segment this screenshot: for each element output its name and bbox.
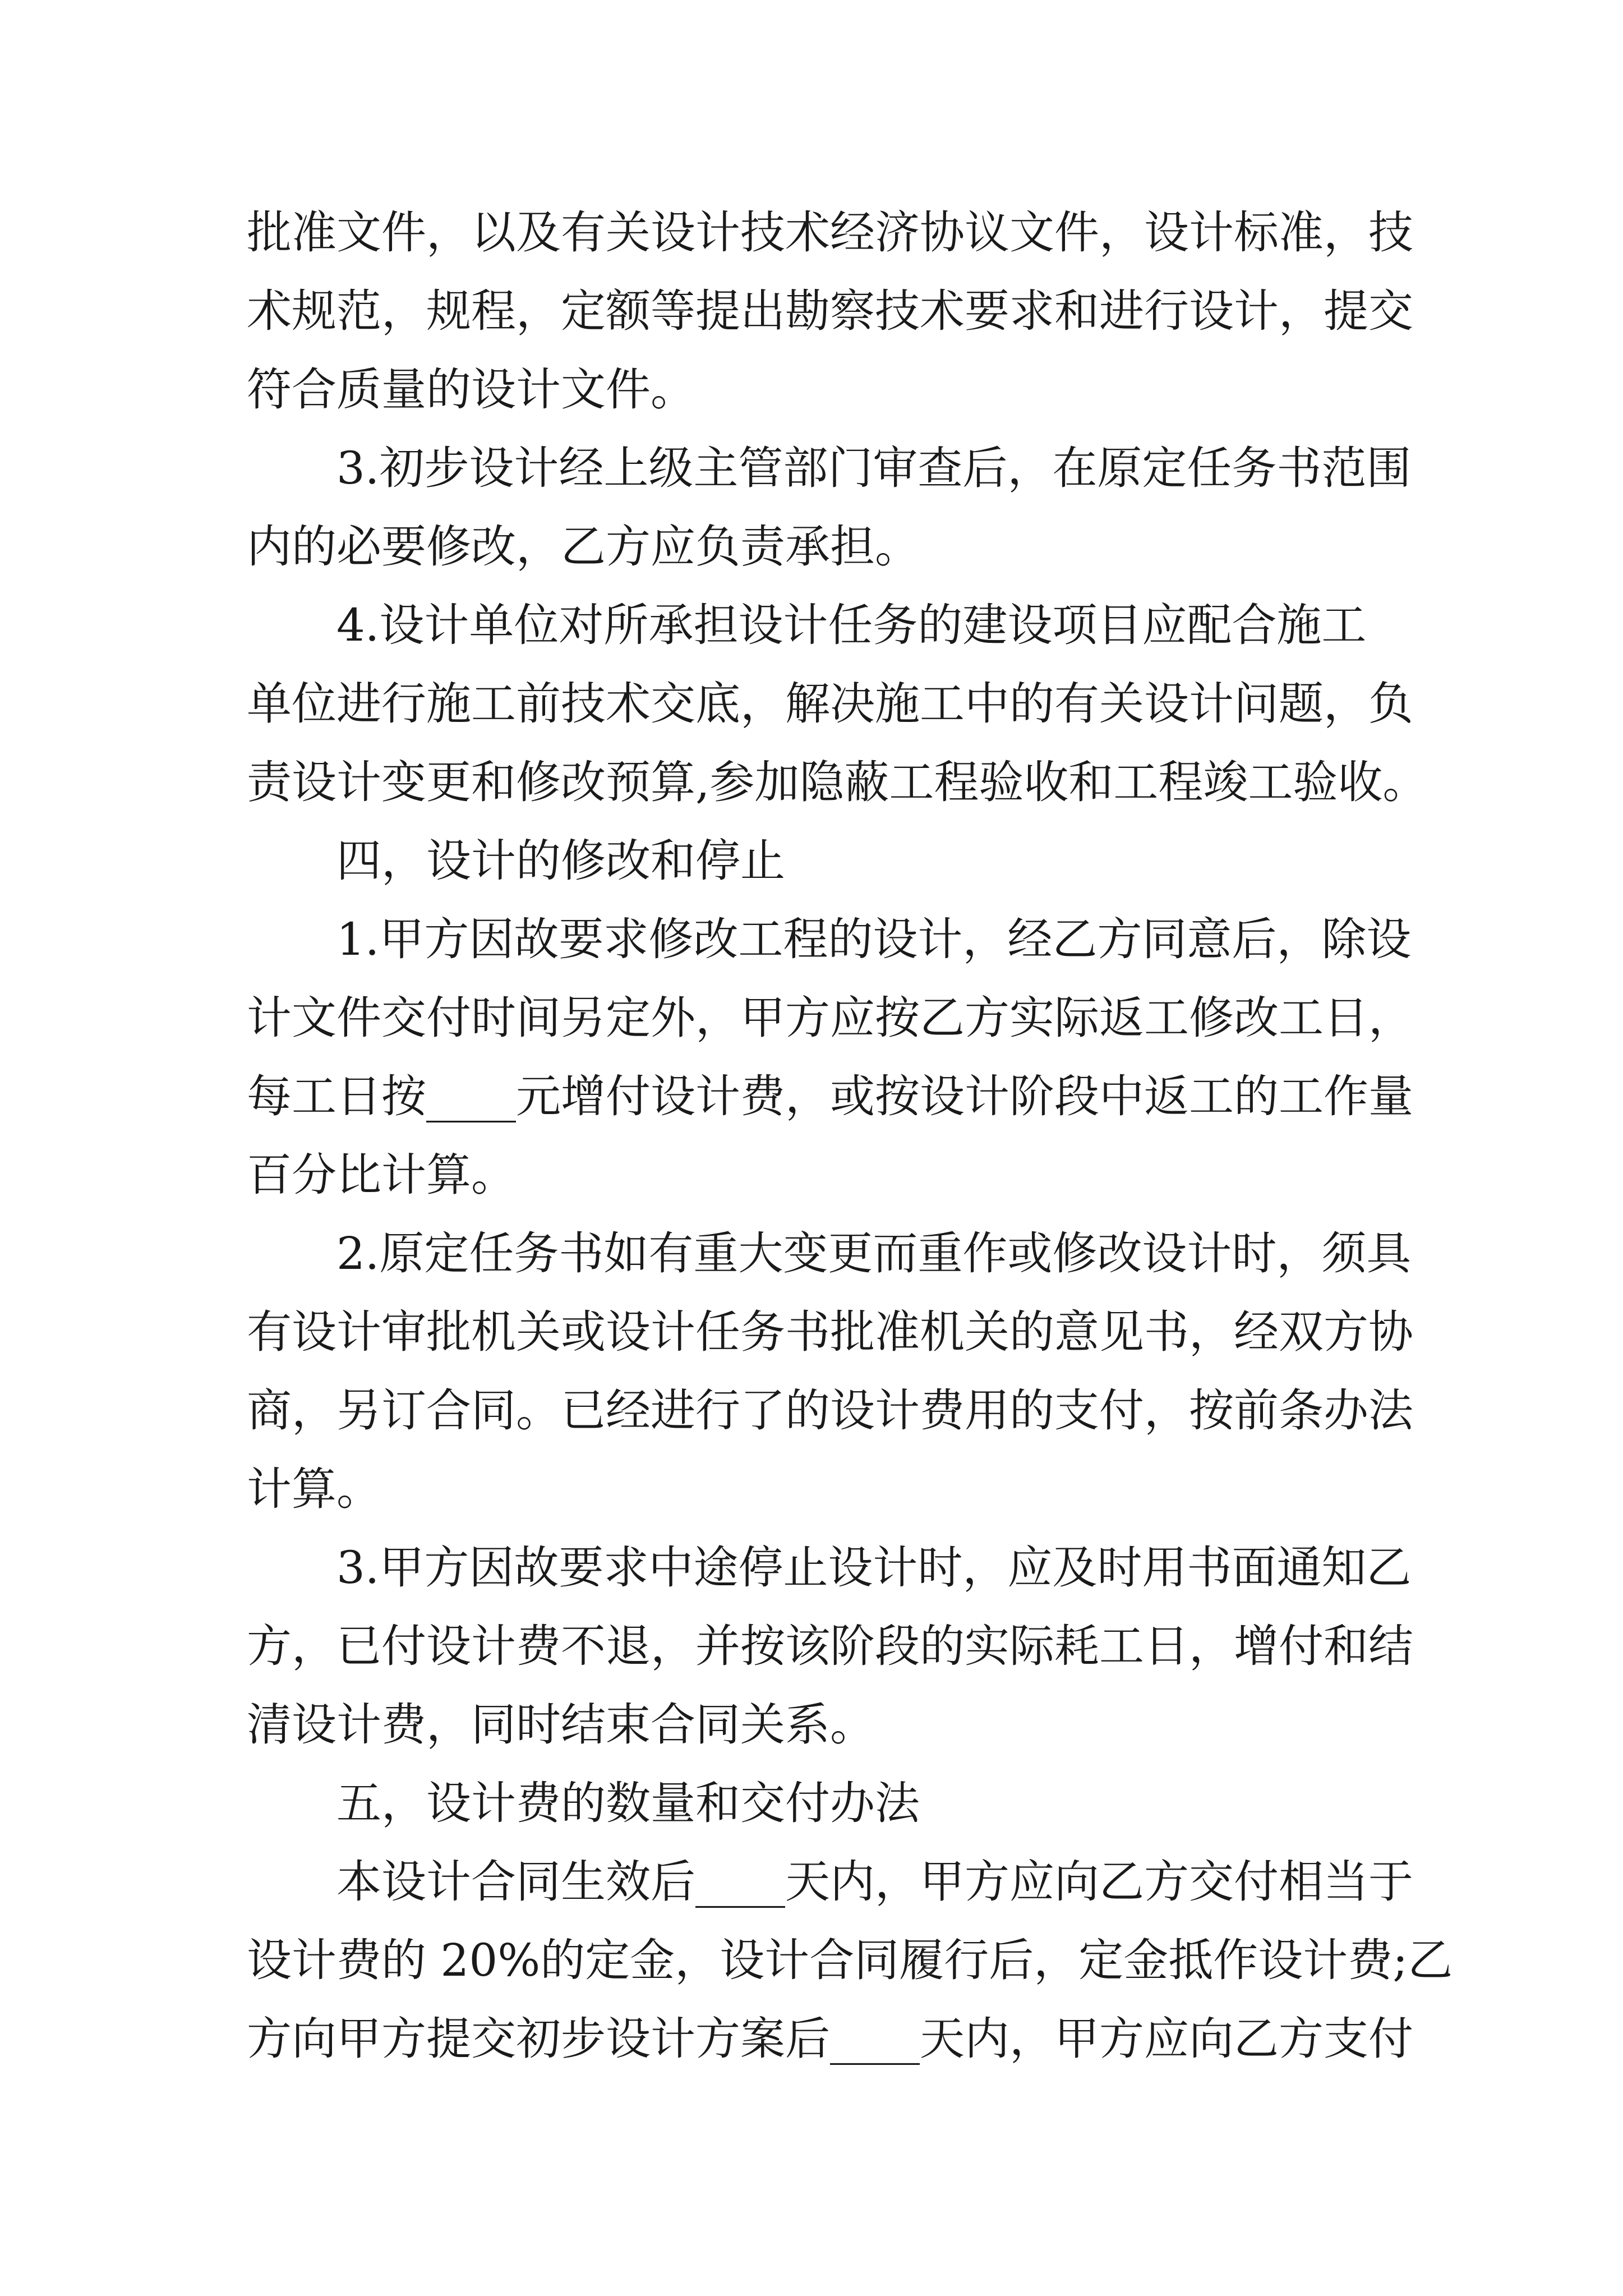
text-line: 商，另订合同。已经进行了的设计费用的支付，按前条办法 — [247, 1384, 1413, 1437]
text-line: 计文件交付时间另定外，甲方应按乙方实际返工修改工日， — [247, 992, 1413, 1044]
text-line: 术规范，规程，定额等提出勘察技术要求和进行设计，提交 — [247, 285, 1413, 337]
section-heading: 四，设计的修改和停止 — [336, 835, 785, 887]
text-line: 内的必要修改，乙方应负责承担。 — [247, 521, 920, 573]
text-line: 设计费的 20%的定金，设计合同履行后，定金抵作设计费;乙 — [247, 1934, 1453, 1986]
text-line: 3.甲方因故要求中途停止设计时，应及时用书面通知乙 — [336, 1542, 1412, 1594]
text-line: 3.初步设计经上级主管部门审查后，在原定任务书范围 — [336, 442, 1412, 494]
text-line: 2.原定任务书如有重大变更而重作或修改设计时，须具 — [336, 1227, 1412, 1280]
text-line: 方向甲方提交初步设计方案后____天内，甲方应向乙方支付 — [247, 2013, 1413, 2065]
text-line: 批准文件，以及有关设计技术经济协议文件，设计标准，技 — [247, 206, 1413, 259]
text-line: 有设计审批机关或设计任务书批准机关的意见书，经双方协 — [247, 1306, 1413, 1358]
text-line: 本设计合同生效后____天内，甲方应向乙方交付相当于 — [336, 1856, 1413, 1908]
text-line: 责设计变更和修改预算,参加隐蔽工程验收和工程竣工验收。 — [247, 756, 1428, 808]
section-heading: 五，设计费的数量和交付办法 — [336, 1777, 920, 1829]
text-line: 4.设计单位对所承担设计任务的建设项目应配合施工 — [336, 599, 1367, 651]
text-line: 单位进行施工前技术交底，解决施工中的有关设计问题，负 — [247, 678, 1413, 730]
text-line: 符合质量的设计文件。 — [247, 364, 695, 416]
text-line: 清设计费，同时结束合同关系。 — [247, 1699, 875, 1751]
text-line: 百分比计算。 — [247, 1149, 516, 1201]
text-line: 计算。 — [247, 1463, 381, 1515]
text-line: 方，已付设计费不退，并按该阶段的实际耗工日，增付和结 — [247, 1620, 1413, 1672]
text-line: 1.甲方因故要求修改工程的设计，经乙方同意后，除设 — [336, 913, 1412, 965]
text-line: 每工日按____元增付设计费，或按设计阶段中返工的工作量 — [247, 1070, 1413, 1122]
